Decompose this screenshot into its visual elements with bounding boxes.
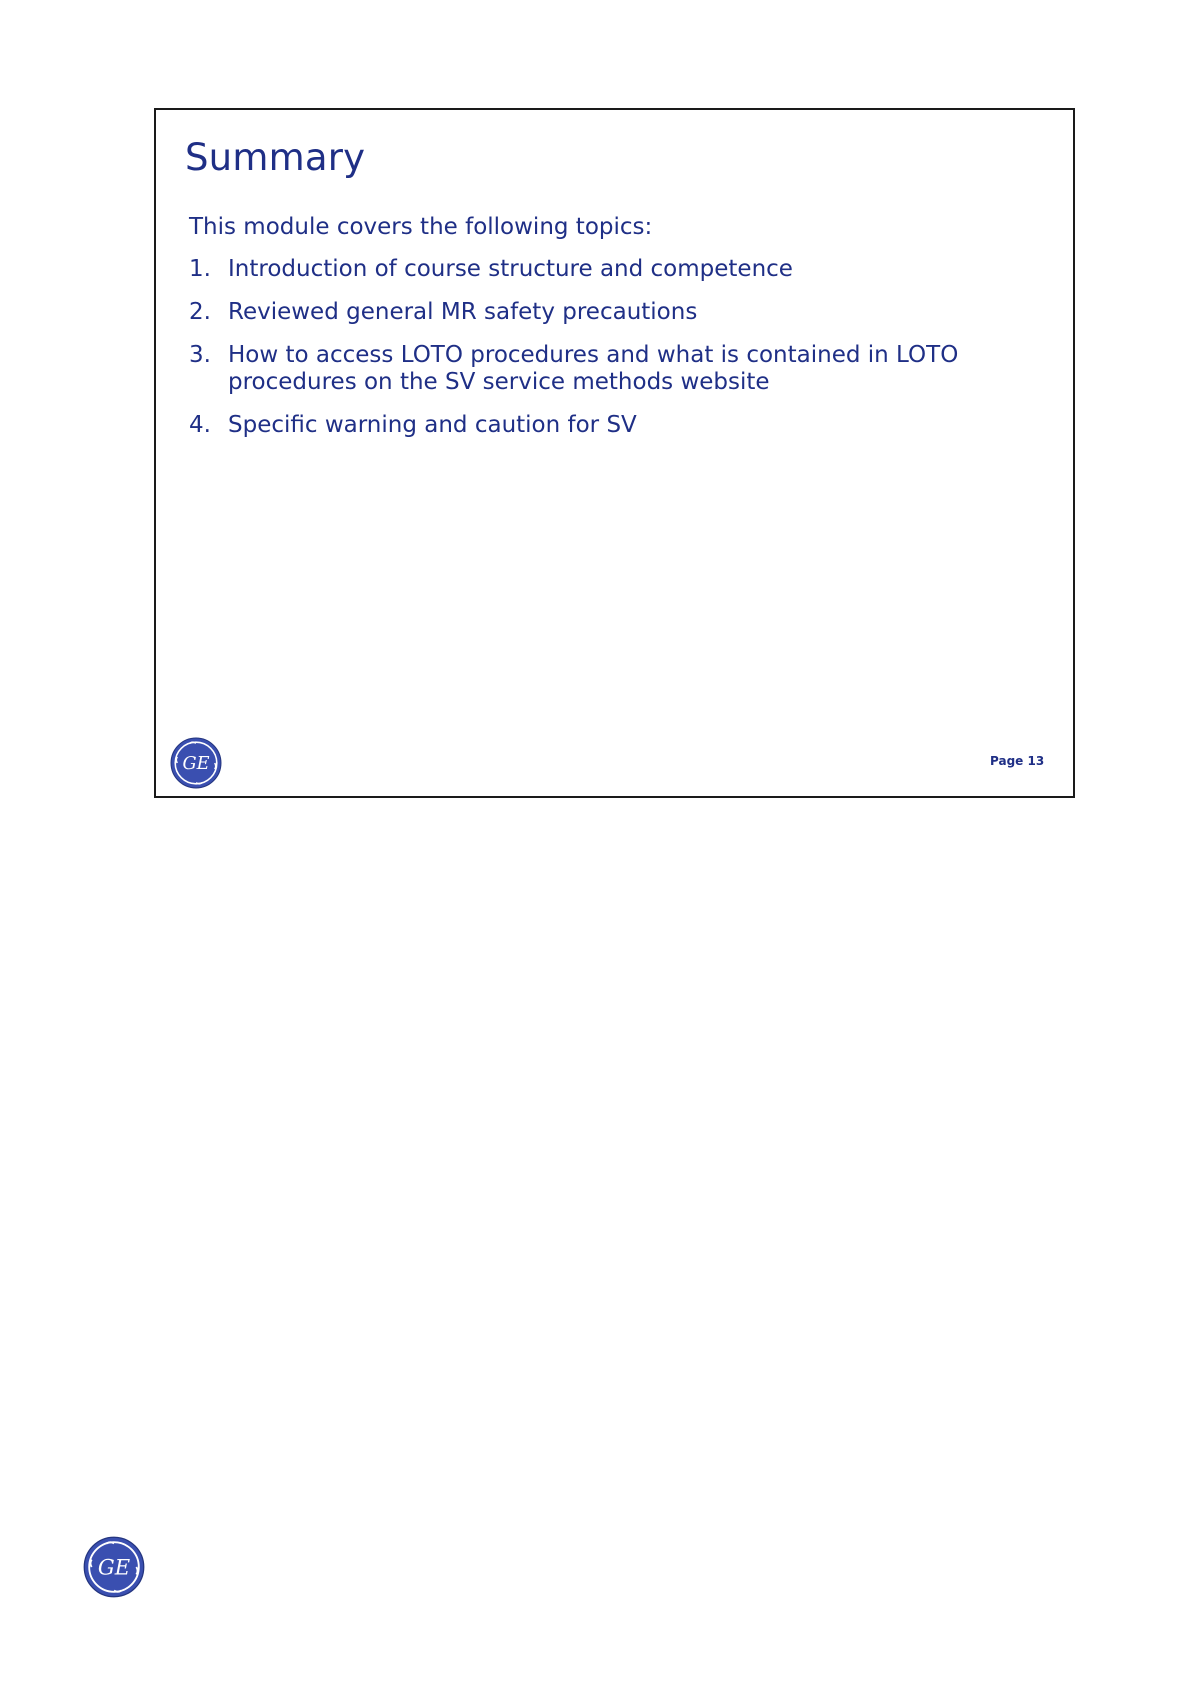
slide-frame [154,108,1075,798]
topic-list [189,256,1049,455]
topic-item [189,299,1049,326]
slide-logo-text: GE [182,754,210,775]
intro-text: This module covers the following topics: [189,214,653,240]
topic-text: How to access LOTO procedures and what is contained in LOTO procedures on the SV service methods website [228,342,959,395]
topic-item [189,342,1049,396]
topic-text: Introduction of course structure and competence [228,256,793,282]
page-number: Page 13 [990,754,1045,768]
topic-number: 3. [189,342,211,368]
topic-text: Reviewed general MR safety precautions [228,299,698,325]
topic-item [189,256,1049,283]
footer-logo-text: GE [97,1554,131,1580]
topic-item [189,412,1049,439]
ge-logo-icon [170,737,222,789]
topic-number: 1. [189,256,211,282]
topic-text: Specific warning and caution for SV [228,412,637,438]
topic-number: 4. [189,412,211,438]
topic-number: 2. [189,299,211,325]
slide-title: Summary [185,136,366,179]
ge-footer-logo-icon [83,1536,145,1598]
